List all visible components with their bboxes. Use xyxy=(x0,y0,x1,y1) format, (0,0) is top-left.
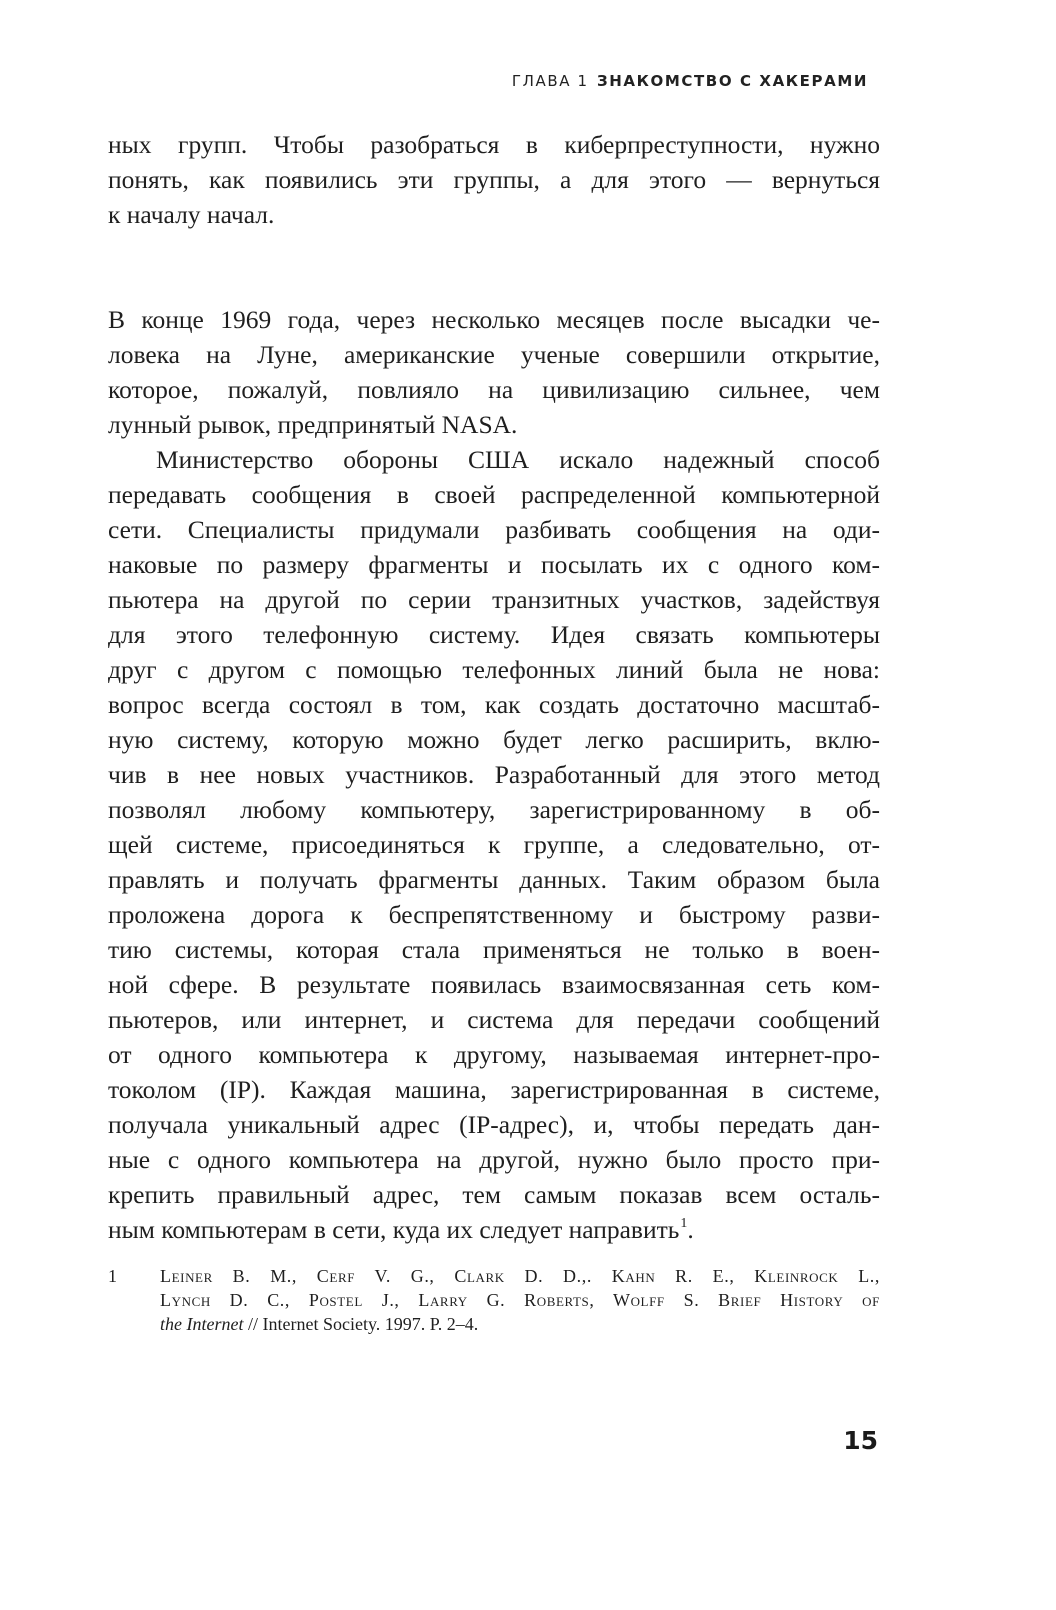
text-line: позволял любому компьютеру, зарегистрированному в об- xyxy=(108,795,880,824)
text-line: проложена дорога к беспрепятственному и быстрому разви- xyxy=(108,900,880,929)
footnote-number: 1 xyxy=(108,1266,117,1286)
footnote-line: Lynch D. C., Postel J., Larry G. Roberts, Wolff S. Brief History of xyxy=(160,1290,880,1310)
text-line: от одного компьютера к другому, называемая интернет-про- xyxy=(108,1040,880,1069)
text-line: ных групп. Чтобы разобраться в киберпреступности, нужно xyxy=(108,130,880,159)
text-line: наковые по размеру фрагменты и посылать их с одного ком- xyxy=(108,550,880,579)
text-line: чив в нее новых участников. Разработанный для этого метод xyxy=(108,760,880,789)
running-head xyxy=(110,72,868,90)
text-line: получала уникальный адрес (IP-адрес), и, чтобы передать дан- xyxy=(108,1110,880,1139)
text-line: к началу начал. xyxy=(108,200,275,229)
text-line: правлять и получать фрагменты данных. Таким образом была xyxy=(108,865,880,894)
text-line-last: ным компьютерам в сети, куда их следует направить$^1$. xyxy=(108,1215,694,1244)
text-line: пьютеров, или интернет, и система для передачи сообщений xyxy=(108,1005,880,1034)
paragraph-2 xyxy=(108,442,880,1247)
text-line: ловека на Луне, американские ученые совершили открытие, xyxy=(108,340,880,369)
footnote-reference[interactable]: 1 xyxy=(680,1216,688,1231)
text-line: ной сфере. В результате появилась взаимосвязанная сеть ком- xyxy=(108,970,880,999)
text-line: щей системе, присоединяться к группе, а следовательно, от- xyxy=(108,830,880,859)
footnote-line xyxy=(160,1312,880,1336)
chapter-title: ЗНАКОМСТВО С ХАКЕРАМИ xyxy=(597,72,868,90)
text-line: ную систему, которую можно будет легко расширить, вклю- xyxy=(108,725,880,754)
text-line: лунный рывок, предпринятый NASA. xyxy=(108,410,518,439)
text-line: которое, пожалуй, повлияло на цивилизацию сильнее, чем xyxy=(108,375,880,404)
footnote-line: Leiner B. M., Cerf V. G., Clark D. D.,. Kahn R. E., Kleinrock L., xyxy=(160,1266,880,1286)
text-line: В конце 1969 года, через несколько месяцев после высадки че- xyxy=(108,305,880,334)
text-line: друг с другом с помощью телефонных линий была не нова: xyxy=(108,655,880,684)
text-line-content: ным компьютерам в сети, куда их следует направить xyxy=(108,1215,680,1244)
top-paragraph xyxy=(108,127,880,232)
text-line: для этого телефонную систему. Идея связать компьютеры xyxy=(108,620,880,649)
text-line: ные с одного компьютера на другой, нужно было просто при- xyxy=(108,1145,880,1174)
footnote-title-italic: the Internet xyxy=(160,1314,244,1334)
text-line: вопрос всегда состоял в том, как создать достаточно масштаб- xyxy=(108,690,880,719)
text-line: понять, как появились эти группы, а для этого — вернуться xyxy=(108,165,880,194)
page-number: 15 xyxy=(843,1426,878,1455)
chapter-label: ГЛАВА 1 xyxy=(511,72,589,90)
text-line: передавать сообщения в своей распределенной компьютерной xyxy=(108,480,880,509)
text-line: тию системы, которая стала применяться не только в воен- xyxy=(108,935,880,964)
text-line: пьютера на другой по серии транзитных участков, задействуя xyxy=(108,585,880,614)
paragraph-1 xyxy=(108,302,880,442)
text-line: токолом (IP). Каждая машина, зарегистрированная в системе, xyxy=(108,1075,880,1104)
text-line: Министерство обороны США искало надежный способ xyxy=(156,445,880,474)
footnote-source: // Internet Society. 1997. P. 2–4. xyxy=(243,1314,479,1334)
text-line: крепить правильный адрес, тем самым показав всем осталь- xyxy=(108,1180,880,1209)
text-line: сети. Специалисты придумали разбивать сообщения на оди- xyxy=(108,515,880,544)
